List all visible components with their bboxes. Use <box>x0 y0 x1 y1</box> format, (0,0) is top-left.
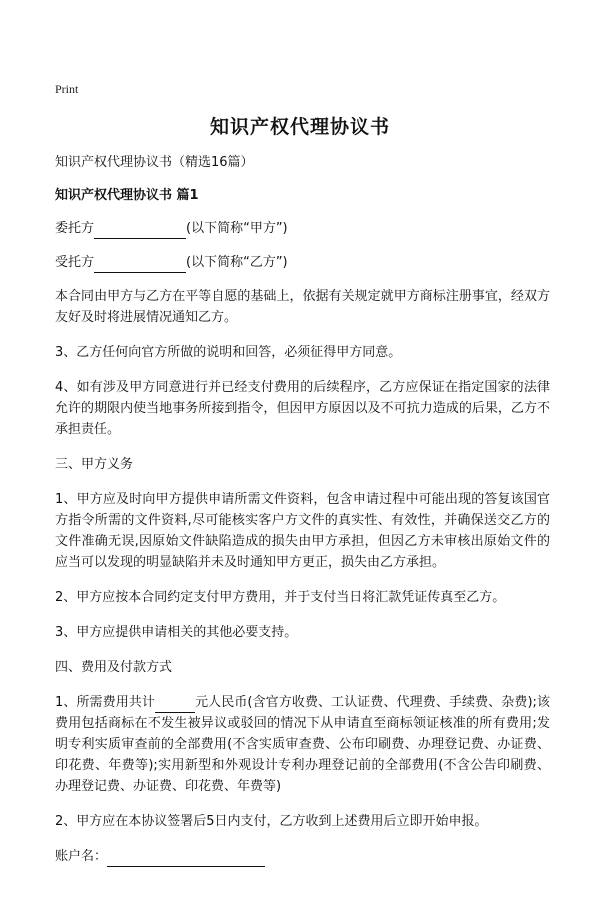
agent-line <box>55 252 550 273</box>
section-heading: 知识产权代理协议书 篇1 <box>55 188 199 203</box>
paragraph-4: 4、如有涉及甲方同意进行并已经支付费用的后续程序，乙方应保证在指定国家的法律允许的期限内使当地事务所接到指令，但因甲方原因以及不可抗力造成的后果，乙方不承担责任。 <box>55 380 550 437</box>
fee-text-before: 1、所需费用共计 <box>55 695 155 710</box>
client-label: 委托方 <box>55 221 95 236</box>
agent-label: 受托方 <box>55 255 95 270</box>
section-3-item-2: 2、甲方应按本合同约定支付甲方费用，并于支付当日将汇款凭证传真至乙方。 <box>55 590 506 605</box>
section-4-heading: 四、费用及付款方式 <box>55 660 173 675</box>
section-3-heading: 三、甲方义务 <box>55 457 134 472</box>
fee-amount-blank <box>155 697 195 713</box>
paragraph-3: 3、乙方任何向官方所做的说明和回答，必须征得甲方同意。 <box>55 345 402 360</box>
document-body <box>55 152 550 867</box>
agent-suffix: (以下简称“乙方”) <box>186 255 288 270</box>
fee-text-after: 元人民币(含官方收费、工认证费、代理费、手续费、杂费);该费用包括商标在不发生被异议或驳回的情况下从申请直至商标领证核准的所有费用;发明专利实质审查前的全部费用(不含实质审查费、公布印刷费、办理登记费、办证费、印花费、年费等);实用新型和外观设计专利办理登记前的全部费用(不含公告印刷费、办理登记费、办证费、印花费、年费等) <box>55 695 550 794</box>
account-label: 账户名： <box>55 849 108 864</box>
section-3-item-1: 1、甲方应及时向甲方提供申请所需文件资料，包含申请过程中可能出现的答复该国官方指令所需的文件资料,尽可能核实客户方文件的真实性、有效性，并确保送交乙方的文件准确无误,因原始文件缺陷造成的损失由甲方承担，但因乙方未审核出原始文件的应当可以发现的明显缺陷并未及时通知甲方更正，损失由乙方承担。 <box>55 492 550 570</box>
intro-paragraph: 本合同由甲方与乙方在平等自愿的基础上，依据有关规定就甲方商标注册事宜，经双方友好及时将进展情况通知乙方。 <box>55 289 550 325</box>
account-blank <box>107 851 265 867</box>
client-line <box>55 218 550 239</box>
client-blank <box>94 223 186 239</box>
section-3-item-3: 3、甲方应提供申请相关的其他必要支持。 <box>55 625 298 640</box>
client-suffix: (以下简称“甲方”) <box>186 221 288 236</box>
document-title: 知识产权代理协议书 <box>209 116 390 138</box>
document-subtitle: 知识产权代理协议书（精选16篇） <box>55 155 254 170</box>
print-label: Print <box>55 82 79 96</box>
account-line <box>55 846 550 867</box>
agent-blank <box>94 257 186 273</box>
section-4-item-1 <box>55 692 550 797</box>
section-4-item-2: 2、甲方应在本协议签署后5日内支付，乙方收到上述费用后立即开始申报。 <box>55 814 488 829</box>
